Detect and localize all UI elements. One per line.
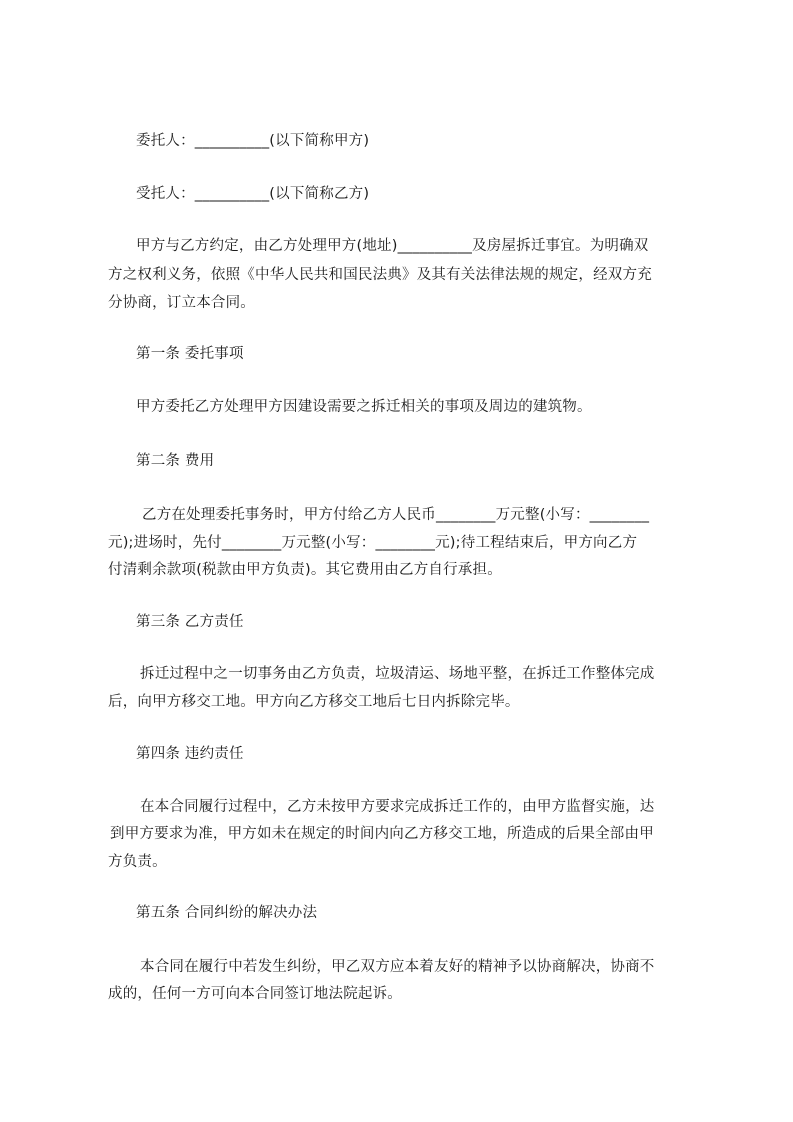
article-3-heading: 第三条 乙方责任 xyxy=(136,614,244,630)
intro-paragraph-line-3: 分协商，订立本合同。 xyxy=(108,295,255,311)
article-4-body-line-2: 到甲方要求为准，甲方如未在规定的时间内向乙方移交工地，所造成的后果全部由甲 xyxy=(110,826,654,842)
article-5-body-line-2: 成的，任何一方可向本合同签订地法院起诉。 xyxy=(108,986,402,1002)
article-3-body-line-2: 后，向甲方移交工地。甲方向乙方移交工地后七日内拆除完毕。 xyxy=(108,694,520,710)
intro-paragraph-line-2: 方之权利义务，依照《中华人民共和国民法典》及其有关法律法规的规定，经双方充 xyxy=(108,267,652,283)
article-3-body-line-1: 拆迁过程中之一切事务由乙方负责，垃圾清运、场地平整，在拆迁工作整体完成 xyxy=(140,666,655,682)
article-4-body-line-3: 方负责。 xyxy=(108,854,167,870)
principal-line: 委托人：__________(以下简称甲方) xyxy=(136,133,370,149)
agent-line: 受托人：__________(以下简称乙方) xyxy=(136,186,370,202)
article-1-body: 甲方委托乙方处理甲方因建设需要之拆迁相关的事项及周边的建筑物。 xyxy=(136,399,592,415)
article-2-body-line-1: 乙方在处理委托事务时，甲方付给乙方人民币________万元整(小写：________ xyxy=(142,507,650,523)
article-2-body-line-2: 元);进场时，先付________万元整(小写：________元);待工程结束后，甲方向乙方 xyxy=(108,535,638,551)
article-4-body-line-1: 在本合同履行过程中，乙方未按甲方要求完成拆迁工作的，由甲方监督实施，达 xyxy=(140,799,655,815)
article-5-heading: 第五条 合同纠纷的解决办法 xyxy=(136,905,318,921)
article-5-body-line-1: 本合同在履行中若发生纠纷，甲乙双方应本着友好的精神予以协商解决，协商不 xyxy=(140,959,655,975)
article-1-heading: 第一条 委托事项 xyxy=(136,346,244,362)
article-4-heading: 第四条 违约责任 xyxy=(136,746,244,762)
intro-paragraph-line-1: 甲方与乙方约定，由乙方处理甲方(地址)__________及房屋拆迁事宜。为明确双 xyxy=(136,238,649,254)
article-2-body-line-3: 付清剩余款项(税款由甲方负责)。其它费用由乙方自行承担。 xyxy=(108,562,502,578)
article-2-heading: 第二条 费用 xyxy=(136,453,215,469)
